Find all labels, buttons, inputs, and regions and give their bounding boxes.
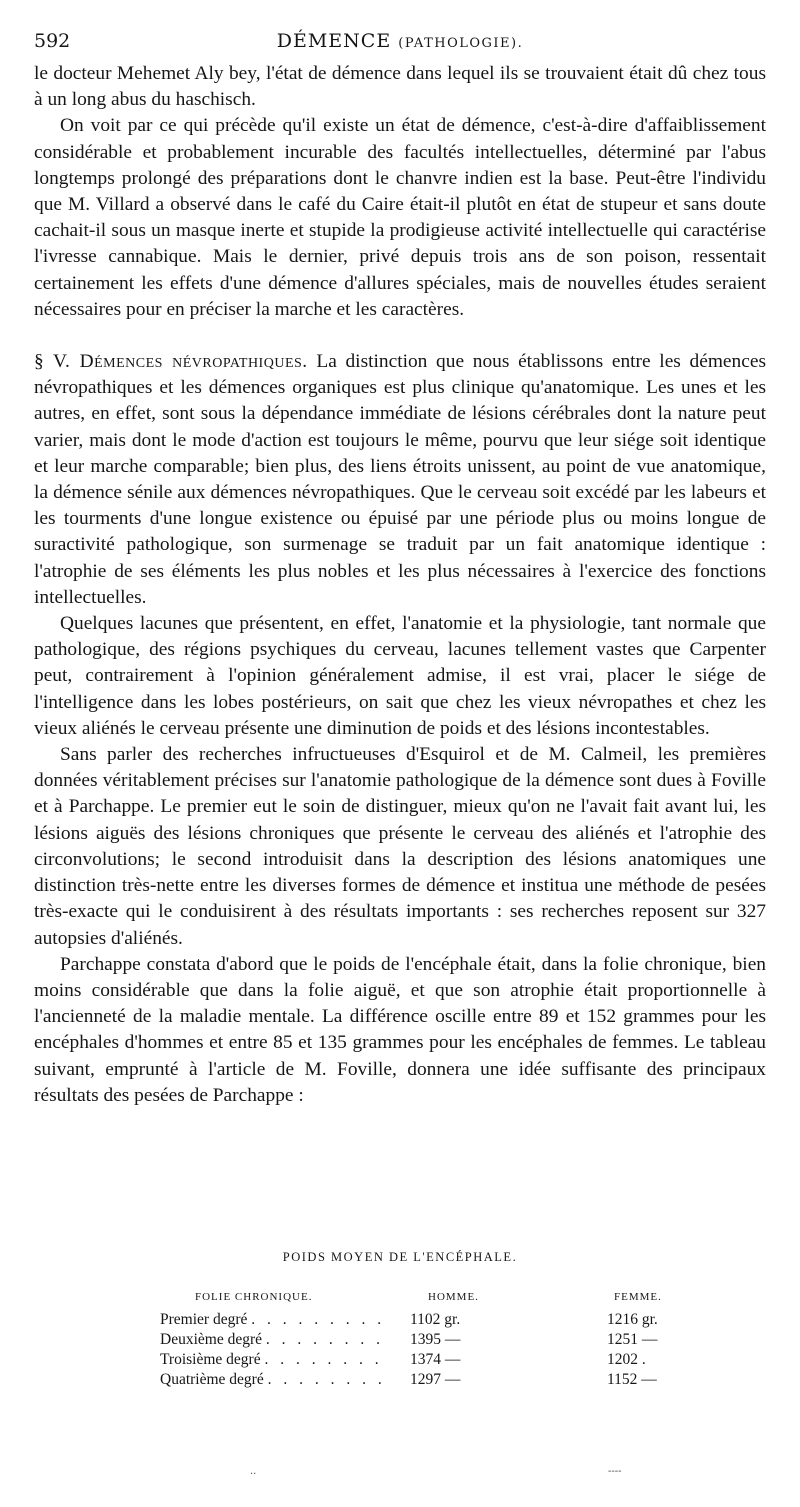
row-label-text: Troisième degré [160,1351,261,1368]
row-women-value: 1251 — [607,1331,658,1348]
paragraph-5: Sans parler des recherches infructueuses d'Esquirol et de M. Calmeil, les premières données véritablement précises sur l'anatomie pathologique de la démence sont dues à Foville et à Parchappe. Le premier eut le soin de distinguer, mieux qu'on ne l'avait fait avant lui, les lésions aiguës des lésions chroniques que présente le cerveau des aliénés et l'atrophie des circonvolutions; le second introduisit dans la description des lésions anatomiques une distinction très-nette entre les diverses formes de démence et institua une méthode de pesées très-exacte qui le conduisirent à des résultats importants : ses recherches reposent sur 327 autopsies d'aliénés. [34,744,766,949]
row-women-value: 1152 — [607,1371,657,1388]
row-men-value: 1297 — [410,1371,461,1388]
row-men-value: 1374 — [410,1351,461,1368]
row-leader-dots: . . . . . . . . . [251,1311,386,1328]
section-paragraph-text: La distinction que nous établissons entre les démences névropathiques et les démences organiques est plus clinique qu'anatomique. Les unes et les autres, en effet, sont sous la dépendance immédiate de lésions cérébrales dont la nature peut varier, mais dont le mode d'action est toujours le même, pourvu que leur siége soit identique et leur marche comparable; bien plus, des liens étroits unissent, au point de vue anatomique, la démence sénile aux démences névropathiques. Que le cerveau soit excédé par les labeurs et les tourments d'une longue existence ou épuisé par une période plus ou moins longue de suractivité pathologique, son surmenage se traduit par un fait anatomique identique : l'atrophie de ses éléments les plus nobles et les plus nécessaires à l'exercice des fonctions intellectuelles. [34,351,766,608]
paragraph-2: On voit par ce qui précède qu'il existe un état de démence, c'est-à-dire d'affaiblissement considérable et probablement incurable des facultés intellectuelles, déterminé par l'abus longtemps prolongé des préparations dont le chanvre indien est la base. Peut-être l'individu que M. Villard a observé dans le café du Caire était-il plutôt en état de stupeur et sans doute cachait-il sous un masque inerte et stupide la prodigieuse activité intellectuelle qui caractérise l'ivresse cannabique. Mais le dernier, privé depuis trois ans de son poison, ressentait certainement les effets d'une démence d'allures spéciales, mais de nouvelles études seraient nécessaires pour en préciser la marche et les caractères. [34,115,766,320]
table-body [0,1271,800,1403]
row-leader-dots: . . . . . . . . [264,1351,383,1368]
paragraph-1: le docteur Mehemet Aly bey, l'état de démence dans lequel ils se trouvaient était dû chez tous à un long abus du haschisch. [34,63,766,111]
table-row [0,1331,800,1351]
row-label-text: Quatrième degré [160,1371,264,1388]
row-label [160,1331,384,1349]
row-leader-dots: . . . . . . . . [265,1331,384,1348]
table-row [0,1351,800,1371]
column-header-men: HOMME. [428,1291,479,1303]
body-text [34,61,766,1109]
section-paragraph [34,349,766,611]
paragraph-4: Quelques lacunes que présentent, en effet, l'anatomie et la physiologie, tant normale que pathologique, des régions psychiques du cerveau, lacunes tellement vastes que Carpenter peut, contrairement à l'opinion généralement admise, il est vrai, placer le siége de l'intelligence dans les lobes postérieurs, on sait que chez les vieux névropathes et chez les vieux aliénés le cerveau présente une diminution de poids et des lésions incontestables. [34,613,766,739]
row-label [160,1351,383,1369]
table-row [0,1371,800,1391]
footer-mark-left: .. [250,1466,257,1477]
column-header-label: FOLIE CHRONIQUE. [195,1291,313,1303]
table-title: POIDS MOYEN DE L'ENCÉPHALE. [282,1250,518,1264]
table-row [0,1311,800,1331]
page-header [34,30,766,60]
column-header-women: FEMME. [614,1291,662,1303]
row-label [160,1311,385,1329]
weight-table [0,1250,800,1403]
row-label-text: Deuxième degré [160,1331,262,1348]
running-title-main: DÉMENCE [276,30,392,52]
row-women-value: 1202 . [607,1351,646,1368]
row-leader-dots: . . . . . . . . [267,1371,386,1388]
page-number: 592 [34,30,71,52]
running-title-sub: (PATHOLOGIE). [398,36,524,51]
row-label [160,1371,386,1389]
row-men-value: 1102 gr. [410,1311,461,1328]
footer-mark-right: ---- [608,1466,622,1477]
row-label-text: Premier degré [160,1311,248,1328]
row-women-value: 1216 gr. [607,1311,658,1328]
section-heading: § V. Démences névropathiques. [34,351,308,373]
row-men-value: 1395 — [410,1331,461,1348]
paragraph-6: Parchappe constata d'abord que le poids de l'encéphale était, dans la folie chronique, bien moins considérable que dans la folie aiguë, et que son atrophie était proportionnelle à l'ancienneté de la maladie mentale. La différence oscille entre 89 et 152 grammes pour les encéphales d'hommes et entre 85 et 135 grammes pour les encéphales de femmes. Le tableau suivant, emprunté à l'article de M. Foville, donnera une idée suffisante des principaux résultats des pesées de Parchappe : [34,953,766,1106]
footer-marks [0,1466,800,1476]
running-title [34,30,766,52]
